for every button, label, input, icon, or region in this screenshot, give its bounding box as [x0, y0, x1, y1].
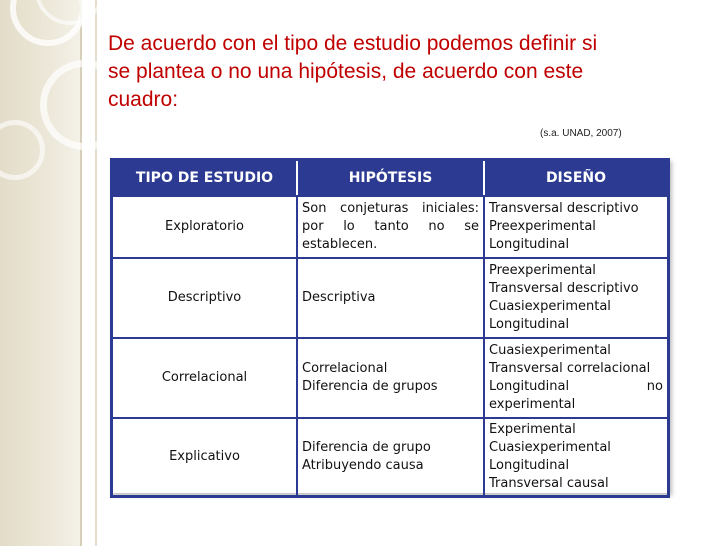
cell-line: Longitudinal no: [489, 379, 663, 394]
cell-line: Transversal correlacional: [489, 361, 651, 376]
cell-line: Atribuyendo causa: [302, 458, 424, 473]
table-row: [113, 257, 667, 337]
cell-line: Cuasiexperimental: [489, 299, 611, 314]
cell-tipo: Correlacional: [113, 337, 296, 417]
cell-tipo: Explicativo: [113, 417, 296, 495]
cell-line: Transversal causal: [489, 476, 609, 491]
table-header-row: [113, 161, 667, 195]
cell-tipo: Descriptivo: [113, 257, 296, 337]
table-row: [113, 337, 667, 417]
cell-line: Transversal descriptivo: [489, 281, 639, 296]
cell-hipotesis: [296, 257, 483, 337]
cell-line: establecen.: [302, 237, 378, 252]
cell-line: experimental: [489, 397, 576, 412]
cell-line: Preexperimental: [489, 219, 596, 234]
cell-line: Preexperimental: [489, 263, 596, 278]
cell-line: Longitudinal: [489, 317, 570, 332]
cell-line: Correlacional: [302, 361, 388, 376]
table-row: [113, 417, 667, 495]
cell-tipo: Exploratorio: [113, 195, 296, 257]
cell-diseno: [483, 257, 667, 337]
cell-hipotesis: [296, 195, 483, 257]
header-diseno: DISEÑO: [483, 161, 667, 195]
cell-line: Cuasiexperimental: [489, 440, 611, 455]
header-tipo-estudio: TIPO DE ESTUDIO: [113, 161, 296, 195]
cell-line: Descriptiva: [302, 290, 376, 305]
source-citation: (s.a. UNAD, 2007): [540, 128, 622, 139]
study-type-table: [110, 158, 670, 493]
cell-line: por lo tanto no se: [302, 219, 479, 234]
cell-line: Cuasiexperimental: [489, 343, 611, 358]
cell-diseno: [483, 337, 667, 417]
cell-line: Experimental: [489, 422, 576, 437]
cell-line: Transversal descriptivo: [489, 201, 639, 216]
header-hipotesis: HIPÓTESIS: [296, 161, 483, 195]
table-row: [113, 195, 667, 257]
cell-diseno: [483, 417, 667, 495]
cell-line: Diferencia de grupos: [302, 379, 438, 394]
cell-line: Son conjeturas iniciales:: [302, 201, 479, 216]
cell-line: Diferencia de grupo: [302, 440, 431, 455]
cell-line: Longitudinal: [489, 237, 570, 252]
cell-diseno: [483, 195, 667, 257]
cell-line: Longitudinal: [489, 458, 570, 473]
cell-hipotesis: [296, 417, 483, 495]
slide-title: De acuerdo con el tipo de estudio podemos definir si se plantea o no una hipótesis, de acuerdo con este cuadro:: [108, 32, 598, 111]
cell-hipotesis: [296, 337, 483, 417]
